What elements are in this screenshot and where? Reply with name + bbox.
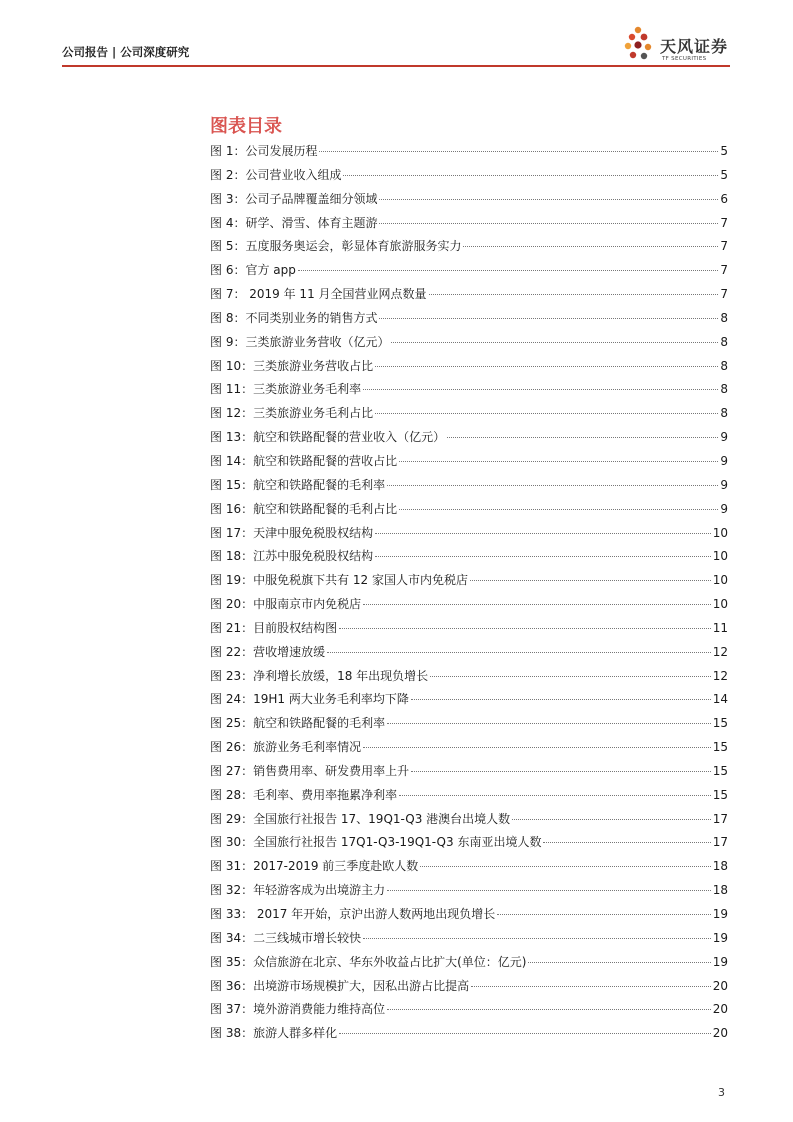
toc-dot-leader (387, 485, 718, 486)
toc-dot-leader (399, 509, 718, 510)
toc-entry-page[interactable]: 18 (712, 859, 728, 874)
toc-entry-label[interactable]: 图 34：二三线城市增长较快 (210, 930, 362, 945)
toc-entry-page[interactable]: 7 (720, 239, 728, 254)
page-number: 3 (718, 1086, 725, 1099)
toc-entry-page[interactable]: 10 (712, 549, 728, 564)
toc-entry-label[interactable]: 图 3：公司子品牌覆盖细分领域 (210, 191, 378, 206)
toc-entry[interactable] (210, 1000, 728, 1024)
toc-entry-label[interactable]: 图 38：旅游人群多样化 (210, 1026, 338, 1041)
toc-entry-label[interactable]: 图 20：中服南京市内免税店 (210, 597, 362, 612)
toc-dot-leader (343, 175, 718, 176)
flower-logo-icon (622, 24, 658, 66)
toc-dot-leader (387, 890, 711, 891)
toc-dot-leader (375, 366, 718, 367)
toc-entry-label[interactable]: 图 7： 2019 年 11 月全国营业网点数量 (210, 287, 427, 302)
toc-dot-leader (375, 533, 711, 534)
toc-entry-label[interactable]: 图 13：航空和铁路配餐的营业收入（亿元） (210, 430, 446, 445)
toc-dot-leader (363, 604, 711, 605)
toc-entry-page[interactable]: 8 (720, 334, 728, 349)
toc-dot-leader (430, 676, 711, 677)
toc-entry[interactable] (210, 333, 728, 357)
toc-entry[interactable] (210, 285, 728, 309)
toc-entry-page[interactable]: 17 (712, 835, 728, 850)
toc-entry[interactable] (210, 762, 728, 786)
toc-entry-label[interactable]: 图 32：年轻游客成为出境游主力 (210, 883, 386, 898)
toc-entry[interactable] (210, 571, 728, 595)
toc-entry-label[interactable]: 图 4：研学、滑雪、体育主题游 (210, 215, 378, 230)
toc-entry-page[interactable]: 15 (712, 740, 728, 755)
toc-dot-leader (543, 842, 710, 843)
toc-dot-leader (399, 461, 718, 462)
toc-dot-leader (375, 413, 718, 414)
toc-entry-page[interactable]: 20 (712, 978, 728, 993)
toc-dot-leader (363, 938, 711, 939)
toc-entry[interactable] (210, 476, 728, 500)
toc-entry-page[interactable]: 15 (712, 716, 728, 731)
toc-entry-label[interactable]: 图 8：不同类别业务的销售方式 (210, 310, 378, 325)
toc-dot-leader (512, 819, 711, 820)
toc-entry[interactable] (210, 524, 728, 548)
toc-entry[interactable] (210, 237, 728, 261)
toc-dot-leader (399, 795, 711, 796)
toc-entry[interactable] (210, 690, 728, 714)
toc-entry[interactable] (210, 619, 728, 643)
toc-entry-label[interactable]: 图 24：19H1 两大业务毛利率均下降 (210, 692, 409, 707)
toc-entry-page[interactable]: 7 (720, 287, 728, 302)
toc-entry-label[interactable]: 图 14：航空和铁路配餐的营收占比 (210, 453, 398, 468)
toc-entry-page[interactable]: 8 (720, 358, 728, 373)
toc-entry-label[interactable]: 图 9：三类旅游业务营收（亿元） (210, 334, 390, 349)
table-of-figures (210, 142, 728, 1048)
toc-title: 图表目录 (210, 116, 282, 137)
toc-entry-page[interactable]: 19 (712, 907, 728, 921)
toc-entry-page[interactable]: 20 (712, 1026, 728, 1041)
toc-dot-leader (387, 1009, 711, 1010)
toc-entry-page[interactable]: 5 (720, 167, 728, 182)
toc-entry-label[interactable]: 图 35：众信旅游在北京、华东外收益占比扩大(单位：亿元) (210, 954, 527, 969)
toc-entry[interactable] (210, 500, 728, 524)
toc-dot-leader (497, 914, 710, 915)
toc-entry-label[interactable]: 图 33： 2017 年开始，京沪出游人数两地出现负增长 (210, 907, 496, 921)
toc-entry[interactable] (210, 1024, 728, 1048)
toc-entry-label[interactable]: 图 22：营收增速放缓 (210, 644, 326, 659)
toc-entry-label[interactable]: 图 1：公司发展历程 (210, 144, 318, 158)
toc-entry-label[interactable]: 图 36：出境游市场规模扩大，因私出游占比提高 (210, 978, 470, 993)
toc-entry[interactable] (210, 404, 728, 428)
toc-entry-label[interactable]: 图 29：全国旅行社报告 17、19Q1-Q3 港澳台出境人数 (210, 811, 511, 826)
toc-dot-leader (375, 556, 711, 557)
toc-entry[interactable] (210, 667, 728, 691)
toc-entry[interactable] (210, 714, 728, 738)
toc-entry-label[interactable]: 图 15：航空和铁路配餐的毛利率 (210, 477, 386, 492)
toc-entry-page[interactable]: 9 (720, 453, 728, 468)
toc-entry[interactable] (210, 786, 728, 810)
toc-entry[interactable] (210, 428, 728, 452)
toc-entry-label[interactable]: 图 16：航空和铁路配餐的毛利占比 (210, 501, 398, 516)
toc-dot-leader (298, 270, 719, 271)
toc-dot-leader (447, 437, 718, 438)
toc-entry-label[interactable]: 图 25：航空和铁路配餐的毛利率 (210, 716, 386, 731)
toc-dot-leader (379, 318, 718, 319)
header-divider (62, 65, 730, 67)
toc-entry[interactable] (210, 166, 728, 190)
toc-dot-leader (379, 223, 718, 224)
company-logo (622, 24, 734, 66)
toc-entry[interactable] (210, 214, 728, 238)
toc-entry-page[interactable]: 10 (712, 597, 728, 612)
toc-entry-label[interactable]: 图 27：销售费用率、研发费用率上升 (210, 763, 410, 778)
toc-entry-label[interactable]: 图 11：三类旅游业务毛利率 (210, 382, 362, 397)
toc-entry-page[interactable]: 7 (720, 215, 728, 230)
toc-entry[interactable] (210, 595, 728, 619)
toc-entry-label[interactable]: 图 10：三类旅游业务营收占比 (210, 358, 374, 373)
toc-entry-page[interactable]: 8 (720, 406, 728, 421)
toc-entry-page[interactable]: 9 (720, 430, 728, 445)
toc-entry[interactable] (210, 452, 728, 476)
toc-dot-leader (463, 246, 718, 247)
toc-dot-leader (420, 866, 710, 867)
toc-entry-label[interactable]: 图 18：江苏中服免税股权结构 (210, 549, 374, 564)
toc-entry-page[interactable]: 9 (720, 477, 728, 492)
toc-dot-leader (387, 723, 711, 724)
toc-entry-page[interactable]: 7 (720, 263, 728, 278)
toc-dot-leader (339, 628, 711, 629)
toc-entry-label[interactable]: 图 28：毛利率、费用率拖累净利率 (210, 787, 398, 802)
toc-entry-label[interactable]: 图 26：旅游业务毛利率情况 (210, 740, 362, 755)
report-category: 公司报告 | 公司深度研究 (62, 45, 190, 59)
toc-entry[interactable] (210, 833, 728, 857)
toc-dot-leader (528, 962, 710, 963)
toc-entry[interactable] (210, 190, 728, 214)
toc-dot-leader (379, 199, 718, 200)
toc-entry-label[interactable]: 图 5：五度服务奥运会，彰显体育旅游服务实力 (210, 239, 462, 254)
toc-dot-leader (470, 580, 711, 581)
toc-dot-leader (429, 294, 719, 295)
toc-entry[interactable] (210, 905, 728, 929)
toc-entry[interactable] (210, 929, 728, 953)
toc-entry[interactable] (210, 142, 728, 166)
toc-entry-page[interactable]: 9 (720, 501, 728, 516)
toc-entry[interactable] (210, 977, 728, 1001)
toc-entry-page[interactable]: 5 (720, 144, 728, 158)
toc-entry-label[interactable]: 图 21：目前股权结构图 (210, 620, 338, 635)
toc-entry-page[interactable]: 18 (712, 883, 728, 898)
toc-entry[interactable] (210, 857, 728, 881)
toc-dot-leader (319, 151, 718, 152)
toc-entry-page[interactable]: 8 (720, 382, 728, 397)
toc-dot-leader (411, 771, 711, 772)
toc-entry-label[interactable]: 图 30：全国旅行社报告 17Q1-Q3-19Q1-Q3 东南亚出境人数 (210, 835, 542, 850)
logo-subtext: TF SECURITIES (662, 56, 707, 62)
toc-entry-page[interactable]: 15 (712, 787, 728, 802)
toc-dot-leader (363, 389, 718, 390)
toc-dot-leader (471, 986, 711, 987)
toc-dot-leader (391, 342, 718, 343)
toc-entry[interactable] (210, 810, 728, 834)
toc-entry-label[interactable]: 图 2：公司营业收入组成 (210, 167, 342, 182)
toc-entry-page[interactable]: 17 (712, 811, 728, 826)
toc-entry-page[interactable]: 10 (712, 573, 728, 588)
toc-entry-label[interactable]: 图 23：净利增长放缓，18 年出现负增长 (210, 668, 429, 683)
toc-entry[interactable] (210, 953, 728, 977)
toc-entry-label[interactable]: 图 6：官方 app (210, 263, 296, 278)
toc-entry-label[interactable]: 图 12：三类旅游业务毛利占比 (210, 406, 374, 421)
toc-entry-page[interactable]: 12 (712, 644, 728, 659)
toc-entry-page[interactable]: 10 (712, 525, 728, 540)
toc-entry[interactable] (210, 881, 728, 905)
toc-entry-page[interactable]: 6 (720, 191, 728, 206)
toc-dot-leader (363, 747, 711, 748)
toc-entry[interactable] (210, 738, 728, 762)
toc-entry-label[interactable]: 图 17：天津中服免税股权结构 (210, 525, 374, 540)
toc-entry[interactable] (210, 547, 728, 571)
toc-entry-label[interactable]: 图 19：中服免税旗下共有 12 家国人市内免税店 (210, 573, 468, 588)
toc-entry-page[interactable]: 15 (712, 763, 728, 778)
toc-entry-page[interactable]: 12 (712, 668, 728, 683)
toc-entry-page[interactable]: 20 (712, 1002, 728, 1017)
toc-entry-page[interactable]: 19 (712, 954, 728, 969)
toc-entry-label[interactable]: 图 31：2017-2019 前三季度赴欧人数 (210, 859, 419, 874)
toc-dot-leader (327, 652, 711, 653)
toc-dot-leader (411, 699, 711, 700)
toc-entry-page[interactable]: 11 (712, 620, 728, 635)
logo-text: 天风证券 (660, 37, 729, 56)
toc-entry-label[interactable]: 图 37：境外游消费能力维持高位 (210, 1002, 386, 1017)
toc-entry[interactable] (210, 261, 728, 285)
toc-entry[interactable] (210, 643, 728, 667)
toc-entry[interactable] (210, 309, 728, 333)
toc-dot-leader (339, 1033, 711, 1034)
toc-entry[interactable] (210, 357, 728, 381)
toc-entry-page[interactable]: 8 (720, 310, 728, 325)
toc-entry-page[interactable]: 19 (712, 930, 728, 945)
toc-entry[interactable] (210, 380, 728, 404)
toc-entry-page[interactable]: 14 (712, 692, 728, 707)
